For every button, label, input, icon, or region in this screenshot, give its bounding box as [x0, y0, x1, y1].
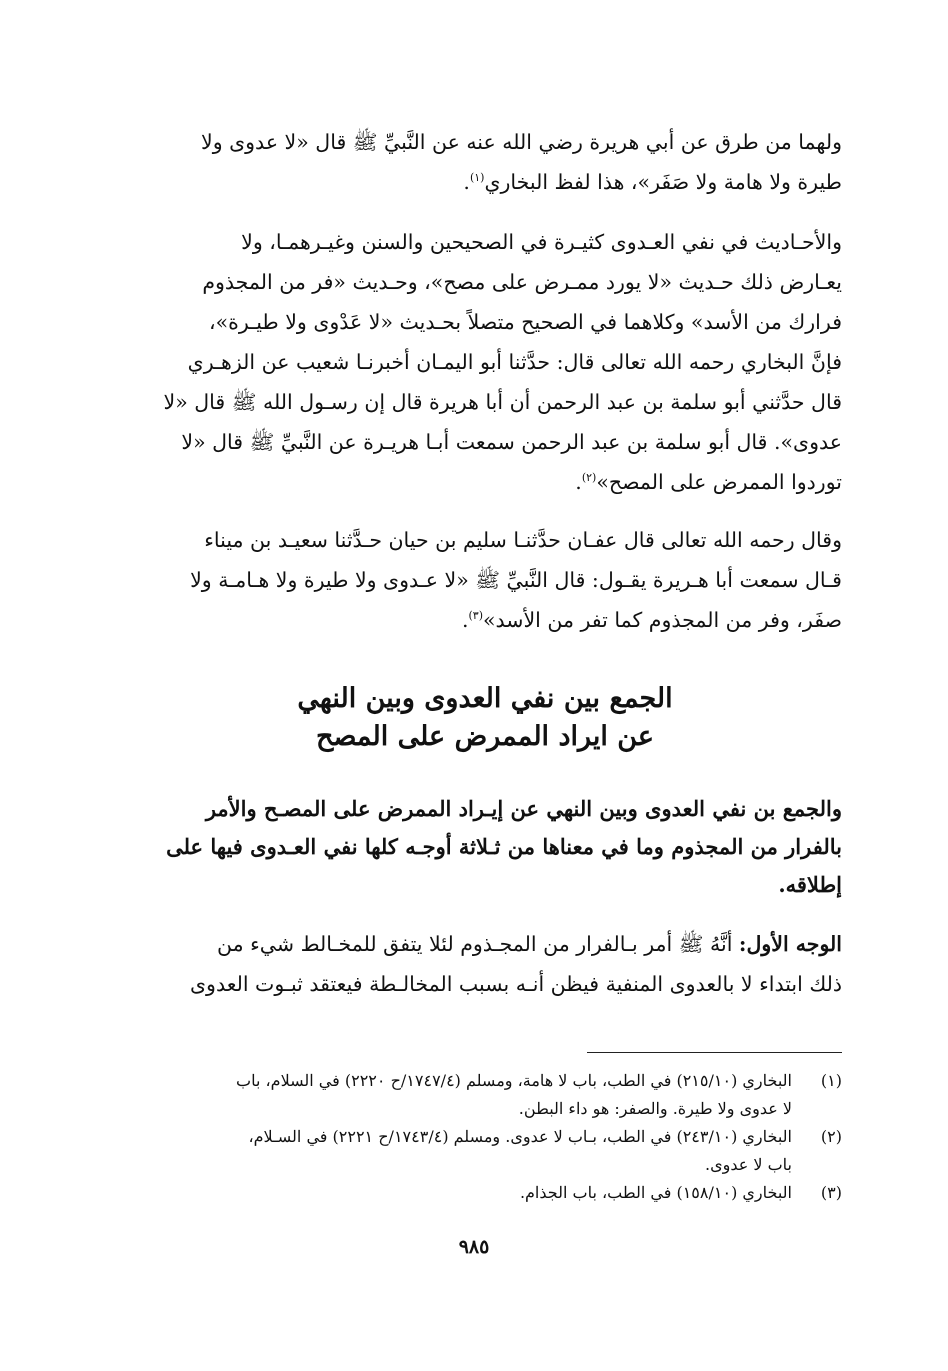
- text-line: عدوى». قال أبو سلمة بن عبد الرحمن سمعت أبـا هريـرة عن النَّبيِّ ﷺ قال «لا: [181, 430, 842, 454]
- text-line: ذلك ابتداء لا بالعدوى المنفية فيظن أنـه بسبب المخالـطة فيعتقد ثبـوت العدوى: [190, 972, 842, 996]
- heading-line: الجمع بين نفي العدوى وبين النهي: [297, 683, 673, 714]
- text-run: طيرة ولا هامة ولا صَفَر»، هذا لفظ البخاري: [484, 170, 842, 194]
- footnote-line: باب لا عدوى.: [705, 1155, 792, 1174]
- footnote-ref-1[interactable]: (١): [469, 171, 485, 185]
- text-run: توردوا الممرض على المصح»: [596, 470, 842, 494]
- footnote-line: البخاري (١٥٨/١٠) في الطب، باب الجذام.: [519, 1183, 792, 1202]
- text-line: [128, 600, 842, 640]
- page-body: [128, 122, 842, 1004]
- footnote-2: [128, 1123, 842, 1179]
- footnote-line: البخاري (٢٤٣/١٠) في الطب، بـاب لا عدوى. ومسلم (١٧٤٣/٤/ح ٢٢٢١) في السـلام،: [248, 1127, 792, 1146]
- text-line: يعـارض ذلك حـديث «لا يورد ممـرض على مصح»، وحـديث «فر من المجذوم: [202, 270, 842, 294]
- text-line: قال حدَّثني أبو سلمة بن عبد الرحمن أن أبا هريرة قال إن رسـول الله ﷺ قال «لا: [163, 390, 842, 414]
- paragraph-2: [128, 222, 842, 502]
- text-line: فإنَّ البخاري رحمه الله تعالى قال: حدَّثنا أبو اليمـان أخبرنـا شعيب عن الزهـري: [187, 350, 842, 374]
- footnotes: [128, 1052, 842, 1207]
- text-line: فرارك من الأسد» وكلاهما في الصحيح متصلاً بحـديث «لا عَدْوى ولا طيـرة»،: [209, 310, 842, 334]
- paragraph-3: [128, 520, 842, 640]
- footnote-number: (٢): [820, 1127, 842, 1146]
- text-run: .: [575, 470, 582, 494]
- text-line: والأحـاديث في نفي العـدوى كثيـرة في الصحيحين والسنن وغيـرهمـا، ولا: [241, 230, 842, 254]
- footnote-divider: [587, 1052, 842, 1053]
- footnote-line: البخاري (٢١٥/١٠) في الطب، باب لا هامة، ومسلم (١٧٤٧/٤/ح ٢٢٢٠) في السلام، باب: [236, 1071, 792, 1090]
- text-line: وقال رحمه الله تعالى قال عفـان حدَّثنـا سليم بن حيان حـدَّثنا سعيـد بن ميناء: [204, 528, 842, 552]
- text-line: [128, 162, 842, 202]
- footnote-ref-3[interactable]: (٣): [468, 609, 483, 623]
- text-line: إطلاقه.: [778, 872, 842, 897]
- heading-line: عن ايراد الممرض على المصح: [316, 721, 654, 752]
- text-line: بالفرار من المجذوم وما في معناها من ثـلاثة أوجـه كلها نفي العـدوى فيها على: [166, 834, 842, 859]
- footnote-text: [128, 1067, 792, 1123]
- paragraph-first-aspect: [128, 924, 842, 1004]
- section-heading: [128, 680, 842, 756]
- text-line: والجمع بن نفي العدوى وبين النهي عن إيـراد الممرض على المصـح والأمر: [205, 796, 842, 821]
- text-line: [128, 924, 842, 964]
- bold-paragraph: [128, 790, 842, 904]
- footnote-text: [128, 1179, 792, 1207]
- text-line: [128, 462, 842, 502]
- first-aspect-label: الوجه الأول:: [738, 932, 842, 956]
- text-run: صفَر، وفر من المجذوم كما تفر من الأسد»: [483, 608, 842, 632]
- footnote-1: [128, 1067, 842, 1123]
- text-run: أنَّهُ ﷺ أمر بـالفرار من المجـذوم لئلا يتفق للمخـالط شيء من: [217, 932, 739, 956]
- footnote-3: [128, 1179, 842, 1207]
- page-number: ٩٨٥: [458, 1236, 490, 1258]
- footnote-number: (١): [820, 1071, 842, 1090]
- text-run: .: [463, 170, 470, 194]
- text-line: ولهما من طرق عن أبي هريرة رضي الله عنه عن النَّبيِّ ﷺ قال «لا عدوى ولا: [201, 130, 842, 154]
- footnote-number: (٣): [820, 1183, 842, 1202]
- paragraph-1: [128, 122, 842, 202]
- footnote-text: [128, 1123, 792, 1179]
- footnote-ref-2[interactable]: (٢): [581, 471, 597, 485]
- footnote-line: لا عدوى ولا طيرة. والصفر: هو داء البطن.: [518, 1099, 792, 1118]
- text-run: .: [461, 608, 469, 632]
- text-line: قـال سمعت أبا هـريرة يقـول: قال النَّبيِّ ﷺ «لا عـدوى ولا طيرة ولا هـامـة ولا: [190, 568, 842, 592]
